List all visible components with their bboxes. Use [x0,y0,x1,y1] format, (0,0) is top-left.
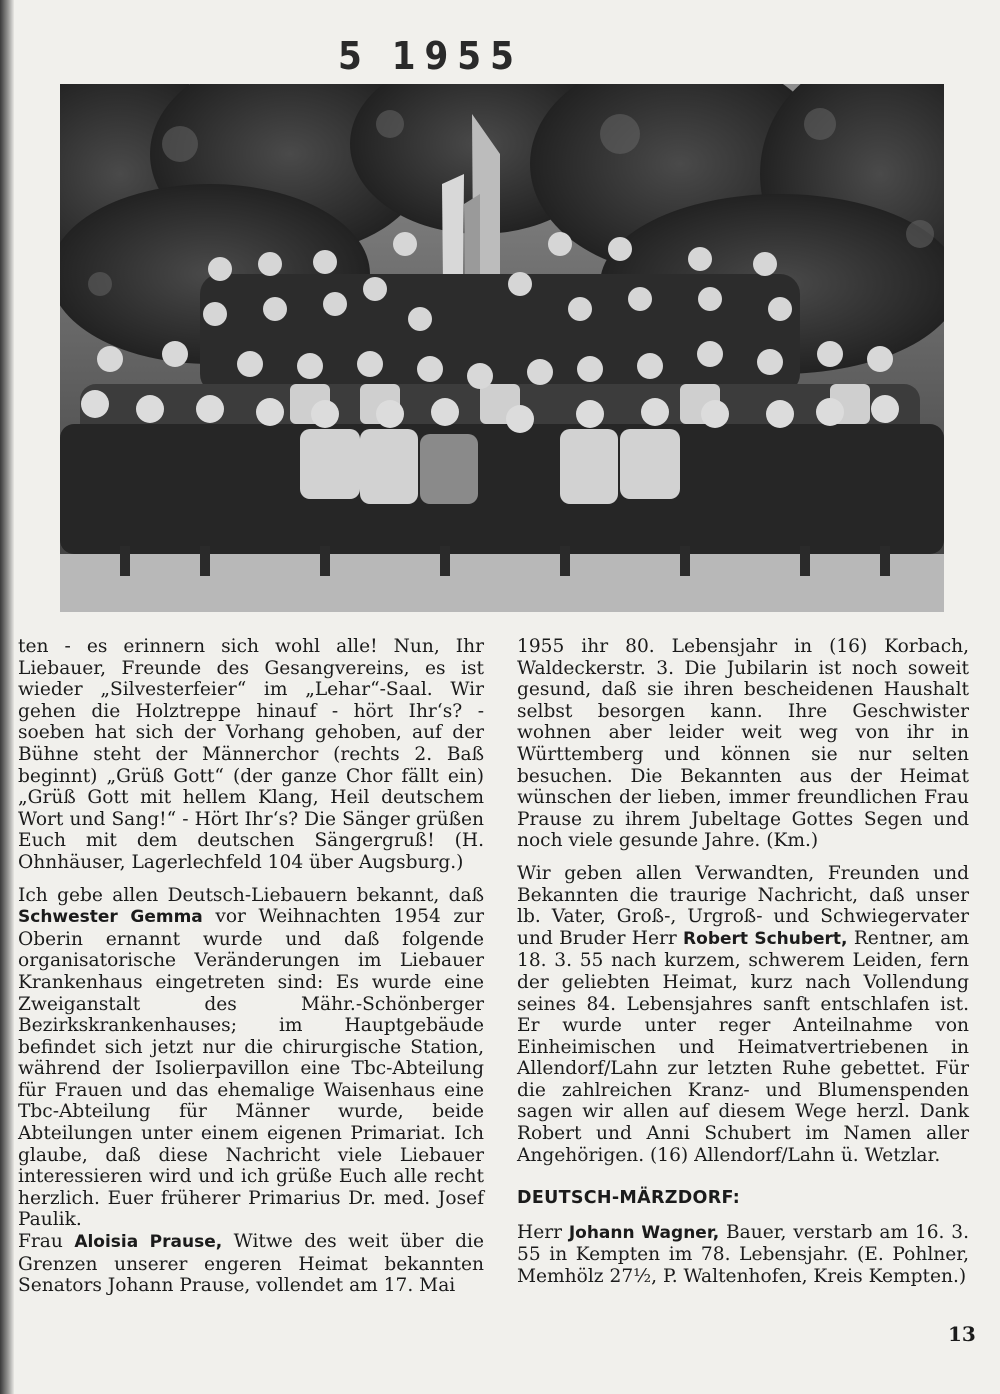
article-hospital: Ich gebe allen Deutsch-Liebauern bekannt, daß Schwester Gemma vor Weihnachten 1954 zur Oberin ernannt wurde und daß folgende organisatorische Veränderungen im Liebauer Krankenhaus eingetreten sind: Es wurde eine Zweiganstalt des Mähr.-Schönberger Bezirkskrankenhauses; im Hauptgebäude befindet sich jetzt nur die chirurgische Station, während der Isolierpavillon eine Tbc-Abteilung für Frauen und das ehemalige Waisenhaus eine Tbc-Abteilung für Männer wurde, beide Abteilungen unter einem eigenen Primariat. Ich glaube, daß diese Nachricht viele Liebauer interessieren wird und ich grüße Euch alle recht herzlich. Euer früherer Primarius Dr. med. Josef Paulik. [18,884,484,1231]
issue-stamp: 5 1955 [338,34,523,78]
article-schubert: Wir geben allen Verwandten, Freunden und Bekannten die traurige Nachricht, daß unser lb. Vater, Groß-, Urgroß- und Schwiegervater und Bruder Herr Robert Schubert, Rentner, am 18. 3. 55 nach kurzem, schwerem Leiden, fern der geliebten Heimat, kurz nach Vollendung seines 84. Lebensjahres sanft entschlafen ist. Er wurde unter reger Anteilnahme von Einheimischen und Heimatvertriebenen in Allendorf/Lahn zur letzten Ruhe gebettet. Für die zahlreichen Kranz- und Blumenspenden sagen wir allen auf diesem Wege herzl. Dank Robert und Anni Schubert im Namen aller Angehörigen. (16) Allendorf/Lahn ü. Wetzlar. [517,862,969,1166]
page-number: 13 [948,1322,976,1346]
name-johann-wagner: Johann Wagner, [568,1222,720,1243]
name-aloisia-prause: Aloisia Prause, [74,1232,223,1253]
article-singing-club: ten - es erinnern sich wohl alle! Nun, Ihr Liebauer, Freunde des Gesangvereins, es ist wieder „Silvesterfeier“ im „Lehar“-Saal. Wir gehen die Holztreppe hinauf - hört Ihr‘s? - soeben hat sich der Vorhang gehoben, auf der Bühne steht der Männerchor (rechts 2. Baß beginnt) „Grüß Gott“ (der ganze Chor fällt ein) „Grüß Gott mit hellem Klang, Heil deutschem Wort und Sang!“ - Hört Ihr‘s? Die Sänger grüßen Euch mit dem deutschen Sängergruß! (H. Ohnhäuser, Lagerlechfeld 104 über Augsburg.) [18,636,484,873]
name-schwester-gemma: Schwester Gemma [18,907,203,928]
group-photo-icon [60,84,944,612]
article-prause: Frau Aloisia Prause, Witwe des weit über die Grenzen unserer engeren Heimat bekannten Senators Johann Prause, vollendet am 17. Mai [18,1231,484,1297]
name-robert-schubert: Robert Schubert, [683,928,848,949]
article-wagner: Herr Johann Wagner, Bauer, verstarb am 16. 3. 55 in Kempten im 78. Lebensjahr. (E. Pohlner, Memhölz 27½, P. Waltenhofen, Kreis Kempten.) [517,1221,969,1288]
group-photo [60,84,944,612]
left-column [18,636,484,1308]
page-binding-edge [0,0,14,1394]
right-column [517,636,969,1299]
article-prause-continued: 1955 ihr 80. Lebensjahr in (16) Korbach, Waldeckerstr. 3. Die Jubilarin ist noch soweit gesund, daß sie ihren bescheidenen Haushalt selbst besorgen kann. Ihre Geschwister wohnen aber leider weit weg von ihr in Württemberg und können sie nur selten besuchen. Die Bekannten aus der Heimat wünschen der lieben, immer freundlichen Frau Prause zu ihrem Jubeltage Gottes Segen und noch viele gesunde Jahre. (Km.) [517,636,969,852]
section-heading-deutsch-maerzdorf: DEUTSCH-MÄRZDORF: [517,1188,741,1209]
